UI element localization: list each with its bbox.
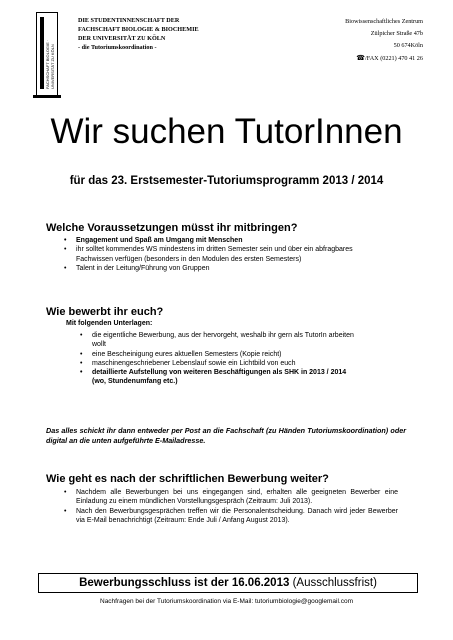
address-line: 50 674Köln [393, 42, 423, 49]
section-heading-next-steps: Wie geht es nach der schriftlichen Bewerbung weiter? [46, 473, 329, 485]
address-line: Biowissenschaftliches Zentrum [345, 18, 423, 25]
deadline-box [38, 573, 418, 593]
logo-base [33, 95, 61, 98]
deadline-note: (Ausschlussfrist) [289, 577, 377, 589]
org-line: DIE STUDENTINNENSCHAFT DER [78, 17, 180, 24]
org-line: DER UNIVERSITÄT ZU KÖLN [78, 35, 166, 42]
submission-note: Das alles schickt ihr dann entweder per Post an die Fachschaft (zu Händen Tutoriumskoordination) oder digital an die unten aufgeführte E-Mailadresse. [46, 426, 406, 445]
address-line: Zülpicher Straße 47b [370, 30, 423, 37]
list-item: • die eigentliche Bewerbung, aus der hervorgeht, weshalb ihr gern als TutorIn arbeiten wollt [80, 331, 360, 350]
section-heading-application: Wie bewerbt ihr euch? [46, 306, 164, 318]
deadline-date: Bewerbungsschluss ist der 16.06.2013 [79, 577, 290, 589]
contact-block [345, 16, 423, 65]
list-item: • maschinengeschriebener Lebenslauf sowie ein Lichtbild von euch [80, 359, 360, 368]
list-item: • Nachdem alle Bewerbungen bei uns eingegangen sind, erhalten alle geeigneten Bewerber eine Einladung zu einem mündlichen Vorstellungsgespräch (Zeitraum: Juli 2013). [64, 488, 398, 507]
logo-bar [40, 17, 44, 89]
logo-text: FACHSCHAFT BIOLOGIE · UNIVERSITÄT ZU KÖLN [45, 39, 55, 89]
list-item: • Talent in der Leitung/Führung von Gruppen [64, 264, 384, 273]
fachschaft-logo [36, 12, 58, 96]
org-address-block [78, 16, 199, 52]
list-item: • detaillierte Aufstellung von weiteren Beschäftigungen als SHK in 2013 / 2014 (wo, Stundenumfang etc.) [80, 368, 360, 387]
list-item: • Nach den Bewerbungsgesprächen treffen wir die Personalentscheidung. Danach wird jeder Bewerber via E-Mail benachrichtigt (Zeitraum: Ende Juli / Anfang August 2013). [64, 507, 398, 526]
list-item: • Engagement und Spaß am Umgang mit Menschen [64, 236, 384, 245]
page-title: Wir suchen TutorInnen [50, 112, 403, 151]
page-subtitle: für das 23. Erstsemester-Tutoriumsprogramm 2013 / 2014 [69, 175, 384, 187]
phone-number: /FAX (0221) 470 41 26 [365, 55, 423, 62]
list-item: • ihr solltet kommendes WS mindestens im dritten Semester sein und über ein abfragbares Fachwissen verfügen (besonders in den Modulen des ersten Semesters) [64, 245, 384, 264]
phone-icon: ☎ [356, 54, 366, 62]
section-heading-requirements: Welche Voraussetzungen müsst ihr mitbringen? [46, 222, 298, 234]
footer-contact: Nachfragen bei der Tutoriumskoordination via E-Mail: tutoriumbiologie@googlemail.com [100, 598, 353, 605]
next-steps-list [64, 488, 398, 525]
requirements-list [64, 236, 384, 273]
org-line: - die Tutoriumskoordination - [78, 44, 157, 51]
application-documents-list [80, 331, 360, 387]
org-line: FACHSCHAFT BIOLOGIE & BIOCHEMIE [78, 26, 199, 33]
application-intro: Mit folgenden Unterlagen: [66, 320, 153, 327]
list-item: • eine Bescheinigung eures aktuellen Semesters (Kopie reicht) [80, 350, 360, 359]
phone-line [345, 52, 423, 65]
